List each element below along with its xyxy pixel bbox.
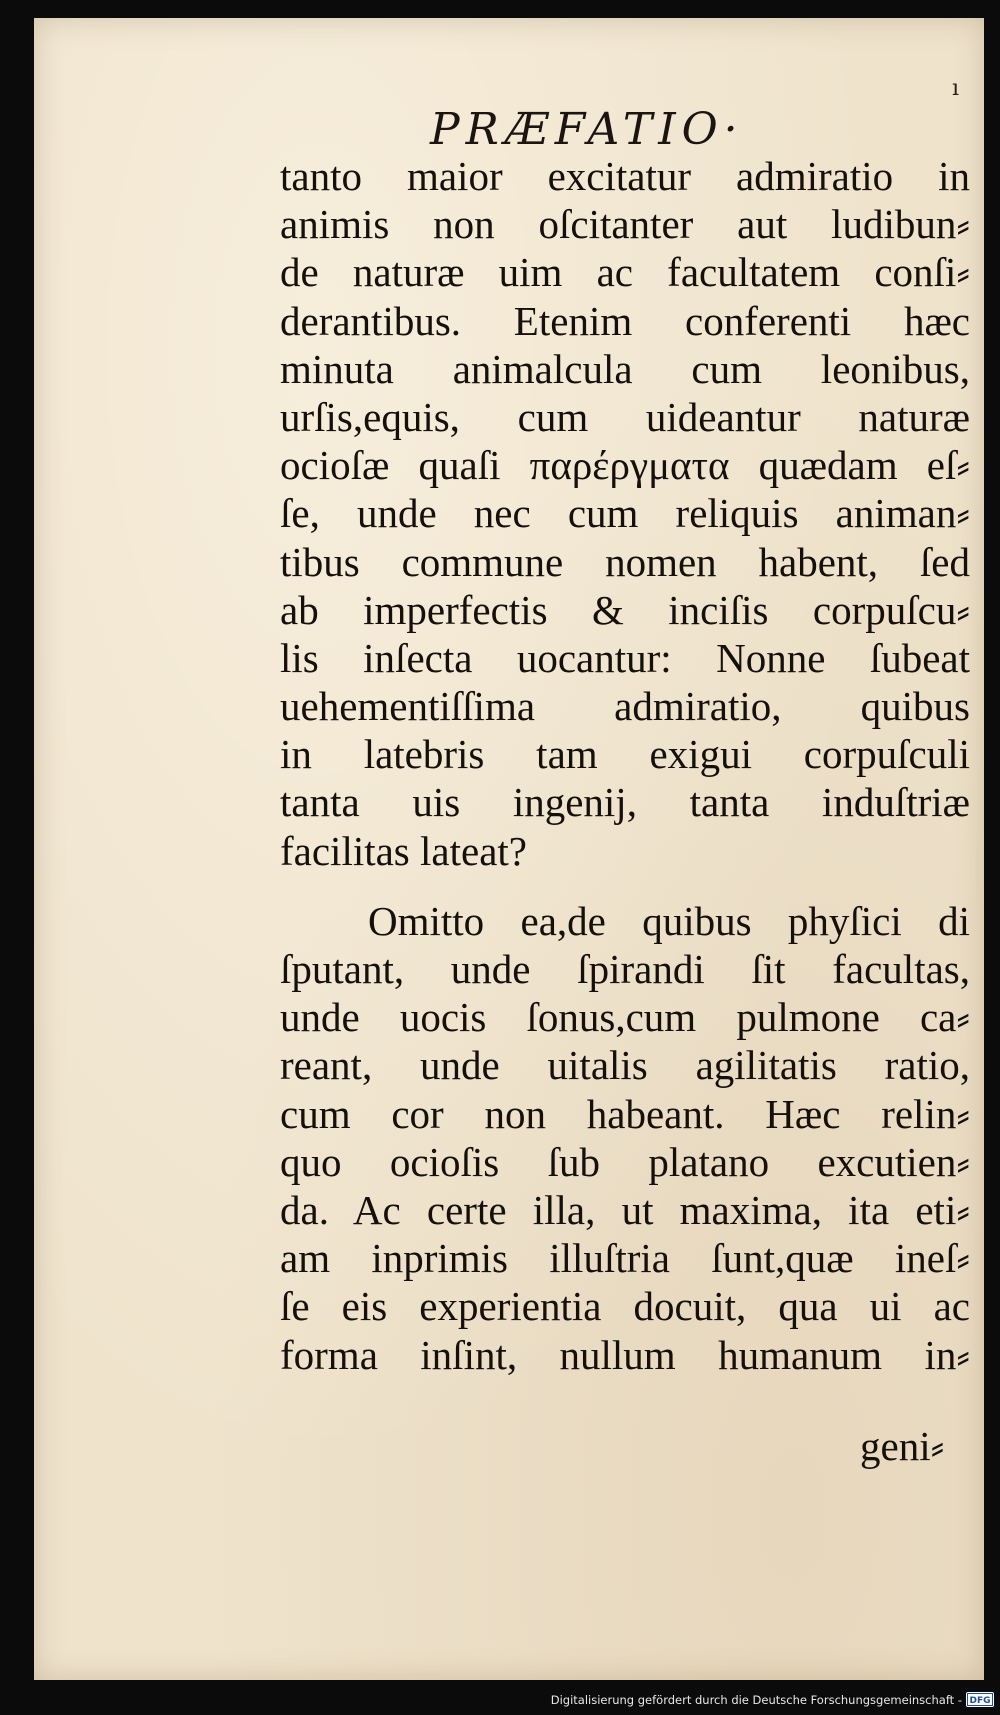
- text-line: reant, unde uitalis agilitatis ratio,: [280, 1042, 970, 1089]
- text-line: lis inſecta uocantur: Nonne ſubeat: [280, 634, 970, 681]
- text-line: quo ocioſis ſub platano excutien⸗: [280, 1138, 970, 1185]
- digitization-footer: [0, 1690, 1000, 1715]
- text-line: in latebris tam exigui corpuſculi: [280, 731, 970, 778]
- paragraph-2: [280, 897, 970, 1379]
- text-line: cum cor non habeant. Hæc relin⸗: [280, 1090, 970, 1137]
- footer-credit: Digitalisierung gefördert durch die Deutsche Forschungsgemeinschaft -: [550, 1693, 962, 1707]
- text-line: ſe, unde nec cum reliquis animan⸗: [280, 490, 970, 537]
- running-head: PRÆFATIO·: [430, 104, 744, 155]
- text-line: forma inſint, nullum humanum in⸗: [280, 1331, 970, 1378]
- text-line: ocioſæ quaſi παρέργματα quædam eſ⸗: [280, 442, 970, 489]
- dfg-logo-icon[interactable]: [966, 1692, 994, 1707]
- folio-mark: ı: [952, 76, 960, 101]
- text-line: ſputant, unde ſpirandi ſit facultas,: [280, 946, 970, 992]
- catchword: geni⸗: [860, 1423, 945, 1469]
- body-text: [280, 152, 970, 1379]
- paragraph-1: [280, 152, 970, 875]
- text-line: de naturæ uim ac facultatem conſi⸗: [280, 249, 970, 296]
- text-line: Omitto ea,de quibus phyſici di: [368, 897, 970, 944]
- text-line: animis non oſcitanter aut ludibun⸗: [280, 201, 970, 248]
- dfg-logo-mark: [967, 1693, 993, 1706]
- paragraph-gap: [280, 875, 970, 897]
- text-line: minuta animalcula cum leonibus,: [280, 345, 970, 392]
- text-line: am inprimis illuſtria ſunt,quæ ineſ⸗: [280, 1235, 970, 1282]
- text-line: tanta uis ingenij, tanta induſtriæ: [280, 779, 970, 826]
- dfg-logo-text: DFG: [969, 1696, 991, 1706]
- text-line: unde uocis ſonus,cum pulmone ca⸗: [280, 994, 970, 1041]
- text-line: derantibus. Etenim conferenti hæc: [280, 297, 970, 344]
- text-line: tanto maior excitatur admiratio in: [280, 153, 970, 199]
- text-line: tibus commune nomen habent, ſed: [280, 538, 970, 585]
- text-line: uehementiſſima admiratio, quibus: [280, 683, 970, 730]
- text-line: urſis,equis, cum uideantur naturæ: [280, 393, 970, 440]
- text-line: facilitas lateat?: [280, 827, 527, 874]
- text-line: ſe eis experientia docuit, qua ui ac: [280, 1283, 970, 1330]
- text-line: da. Ac certe illa, ut maxima, ita eti⸗: [280, 1186, 970, 1233]
- text-line: ab imperfectis & inciſis corpuſcu⸗: [280, 586, 970, 633]
